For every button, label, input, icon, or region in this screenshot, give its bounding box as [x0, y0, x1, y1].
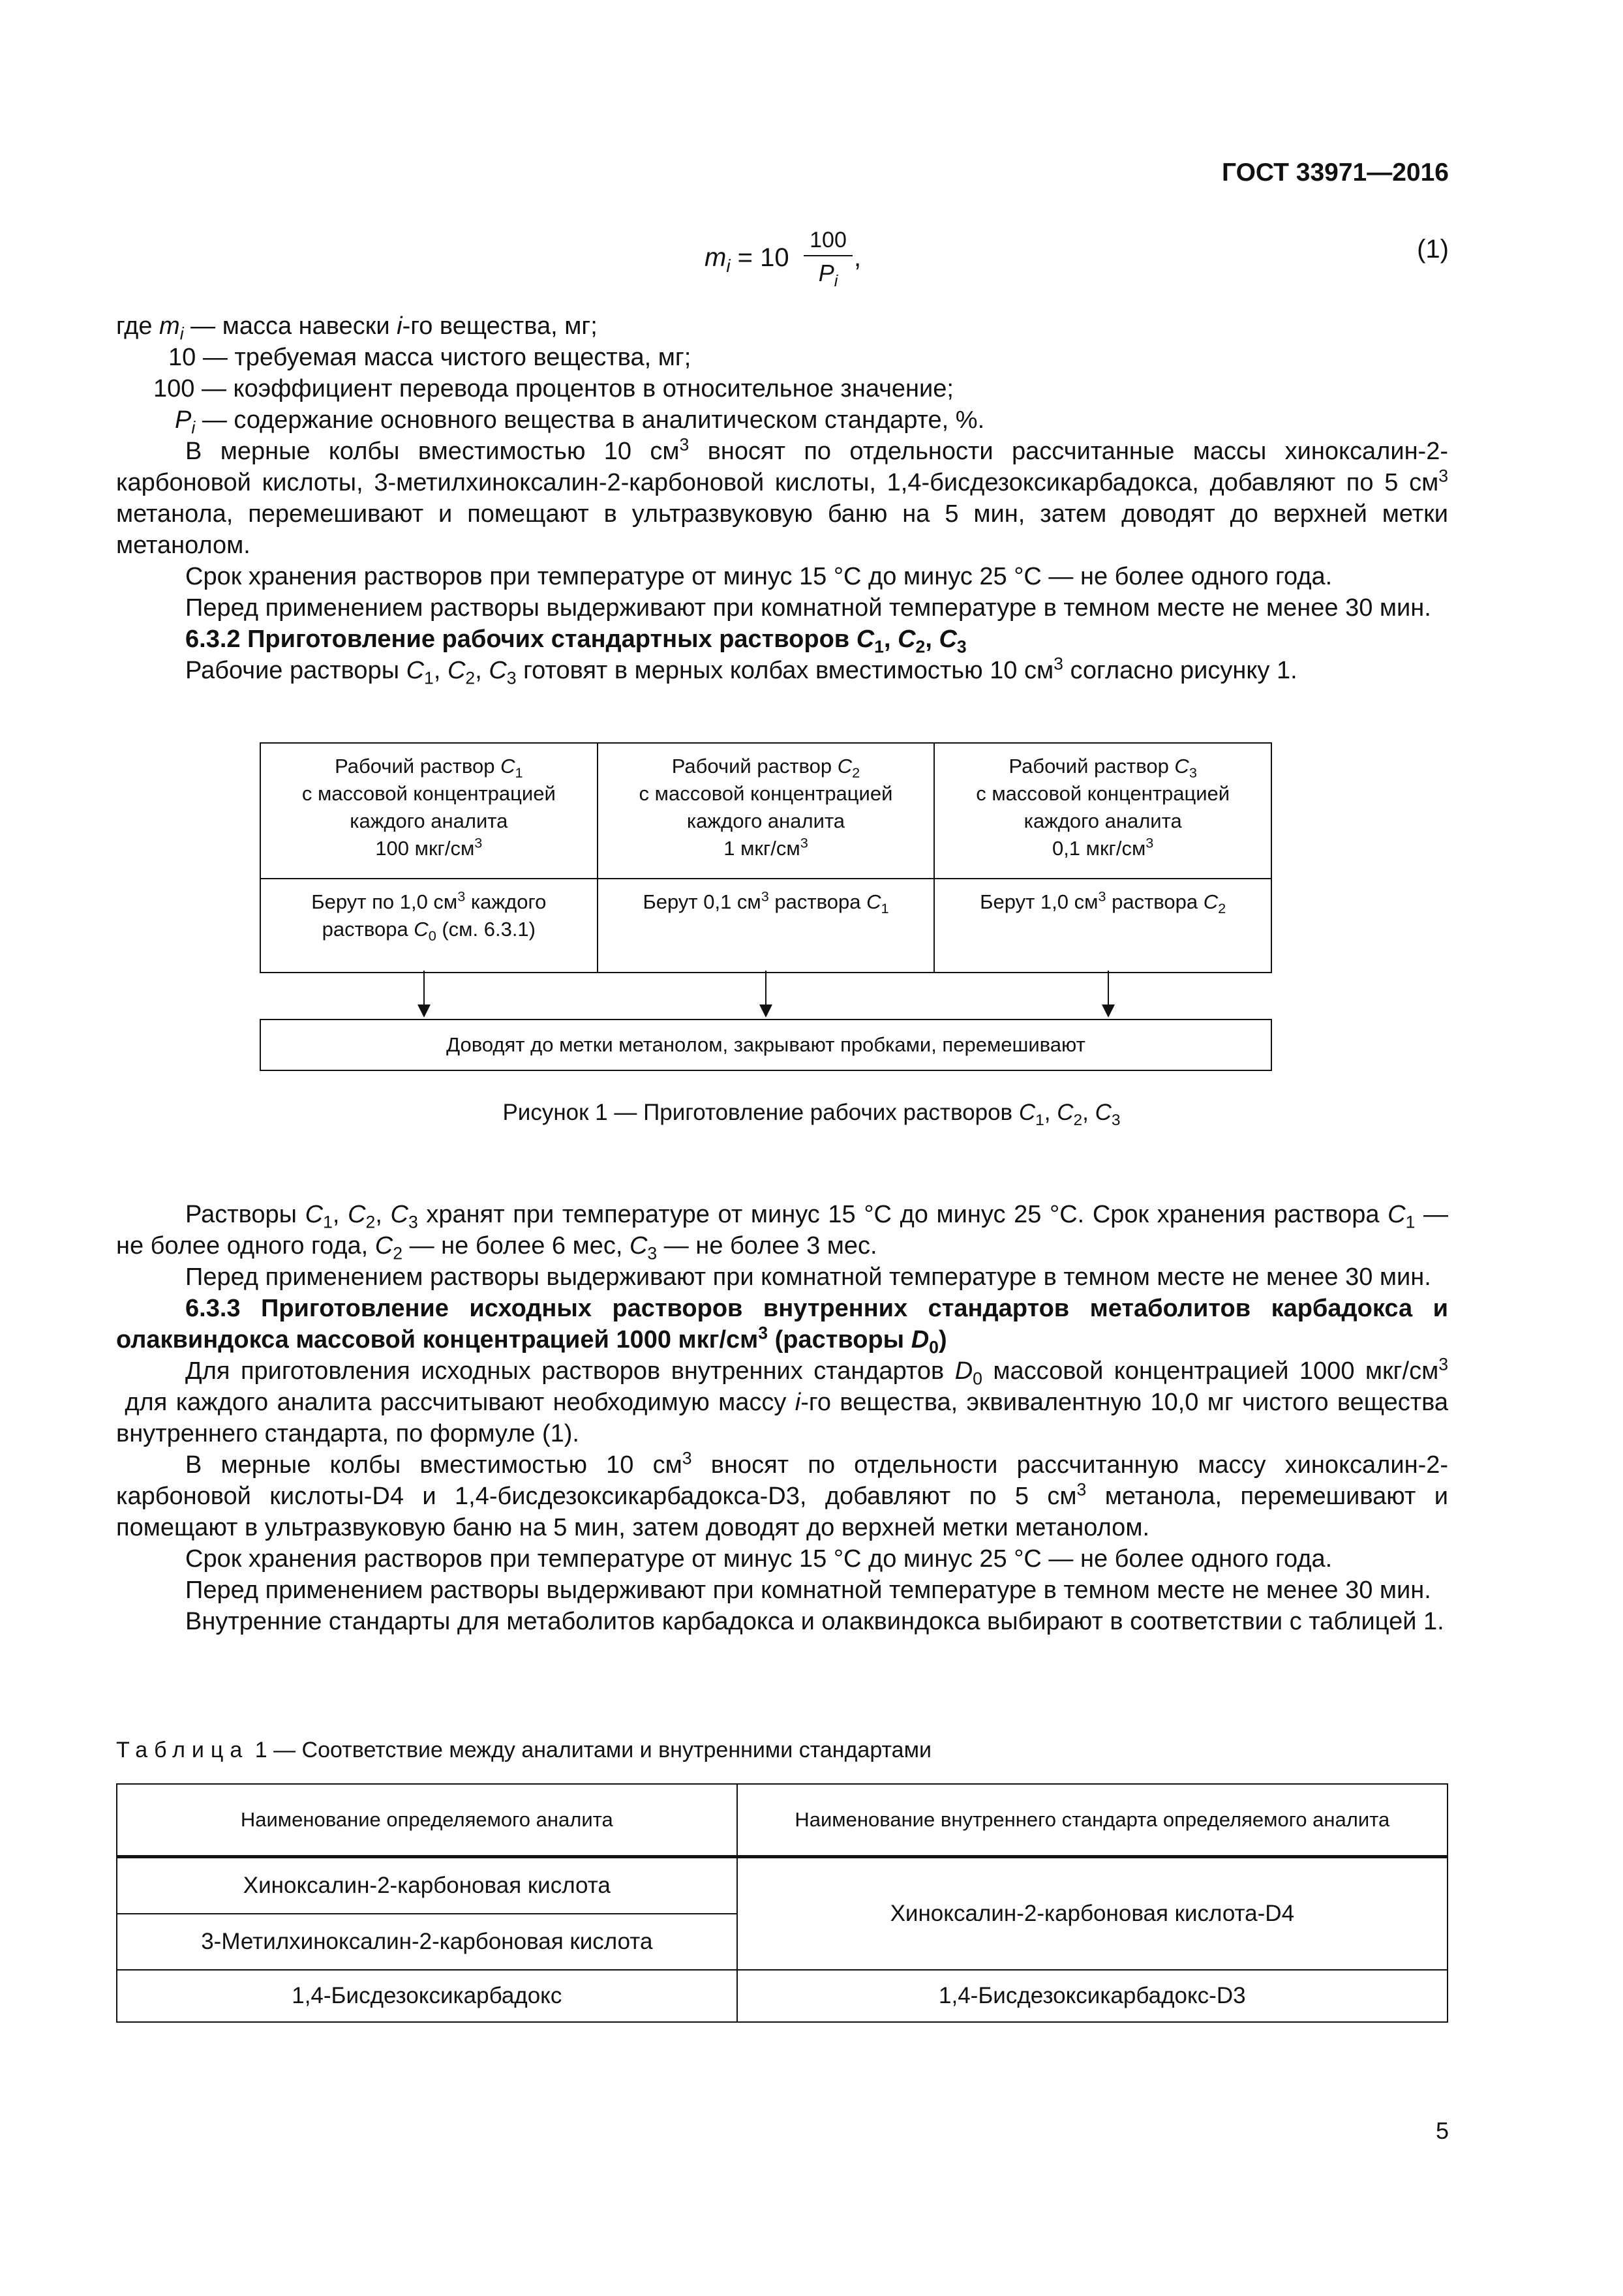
page-number: 5	[1435, 2117, 1449, 2144]
section-6-3-3-block	[116, 1199, 1448, 1637]
formula-fraction: 100 $P_i$	[804, 225, 853, 290]
document-id: ГОСТ 33971—2016	[1222, 159, 1449, 187]
paragraph-working-solutions: Рабочие растворы $C_1$, $C_2$, $C_3$ готовят в мерных колбах вместимостью 10 $см^3$ согласно рисунку 1.	[185, 654, 1297, 688]
action-c2: Берут 0,1 $см^3$ раствора $С_1$	[598, 879, 935, 973]
definitions-and-section-6-3-1	[116, 310, 1448, 686]
arrow-down-icon	[765, 971, 766, 1015]
paragraph-table-reference: Внутренние стандарты для метаболитов карбадокса и олаквиндокса выбирают в соответствии с таблицей 1.	[185, 1608, 1444, 1635]
table-cell: 1,4-Бисдезоксикарбадокс-D3	[737, 1970, 1448, 2022]
working-solution-c1: Рабочий раствор $С_1$ с массовой концентрацией каждого аналита 100 мкг/$см^3$	[260, 743, 598, 879]
table-cell: 1,4-Бисдезоксикарбадокс	[117, 1970, 737, 2022]
table-header-analyte: Наименование определяемого аналита	[117, 1784, 737, 1857]
paragraph-before-use: Перед применением растворы выдерживают при комнатной температуре в темном месте не менее 30 мин.	[185, 594, 1431, 622]
figure-1-table	[260, 742, 1272, 973]
arrow-down-icon	[423, 971, 425, 1015]
table-header-internal-standard: Наименование внутреннего стандарта определяемого аналита	[737, 1784, 1448, 1857]
table-1-caption: Таблица 1 — Соответствие между аналитами и внутренними стандартами	[116, 1738, 932, 1762]
formula-1: $m_i = 10$ 100 $P_i$ ,	[705, 225, 874, 297]
final-step-box: Доводят до метки метанолом, закрывают пробками, перемешивают	[260, 1019, 1272, 1071]
paragraph-standards-mix: В мерные колбы вместимостью 10 $см^3$ вносят по отдельности рассчитанные массы хиноксалин-2-карбоновой кислоты, 3-метилхиноксалин-2-карбоновой кислоты, 1,4-бисдезоксикарбадокса, добавляют по 5 $см^3$ метанола, перемешивают и помещают в ультразвуковую баню на 5 мин, затем доводят до верхней метки метанолом.	[116, 434, 1448, 559]
table-cell: 3-Метилхиноксалин-2-карбоновая кислота	[117, 1914, 737, 1970]
action-c1: Берут по 1,0 $см^3$ каждого раствора $С_0$ (см. 6.3.1)	[260, 879, 598, 973]
table-cell: Хиноксалин-2-карбоновая кислота	[117, 1857, 737, 1914]
paragraph-storage-3: Срок хранения растворов при температуре от минус 15 °С до минус 25 °С — не более одного года.	[185, 1545, 1333, 1573]
definition-100: 100 — коэффициент перевода процентов в относительное значение;	[153, 375, 954, 402]
action-c3: Берут 1,0 $см^3$ раствора $С_2$	[934, 879, 1271, 973]
definition-pi: $P_i$ — содержание основного вещества в аналитическом стандарте, %.	[175, 406, 985, 438]
heading-6-3-3: 6.3.3 Приготовление исходных растворов внутренних стандартов метаболитов карбадокса и олаквиндокса массовой концентрацией 1000 мкг/$см^3$ (растворы $D_0$)	[116, 1295, 1448, 1357]
paragraph-before-use-3: Перед применением растворы выдерживают при комнатной температуре в темном месте не менее 30 мин.	[185, 1577, 1431, 1604]
paragraph-internal-standards-mix: В мерные колбы вместимостью 10 $см^3$ вносят по отдельности рассчитанную массу хиноксалин-2-карбоновой кислоты-D4 и 1,4-бисдезоксикарбадокса-D3, добавляют по 5 $см^3$ метанола, перемешивают и помещают в ультразвуковую баню на 5 мин, затем доводят до верхней метки метанолом.	[116, 1448, 1449, 1541]
heading-6-3-2: 6.3.2 Приготовление рабочих стандартных растворов $C_1$, $C_2$, $C_3$	[185, 626, 967, 657]
table-1	[116, 1783, 1448, 2023]
working-solution-c2: Рабочий раствор $С_2$ с массовой концентрацией каждого аналита 1 мкг/$см^3$	[598, 743, 935, 879]
arrow-down-icon	[1108, 971, 1109, 1015]
working-solution-c3: Рабочий раствор $С_3$ с массовой концентрацией каждого аналита 0,1 мкг/$см^3$	[934, 743, 1271, 879]
figure-1-caption: Рисунок 1 — Приготовление рабочих растворов $С_1$, $С_2$, $С_3$	[502, 1100, 1121, 1129]
paragraph-internal-standards-calc: Для приготовления исходных растворов внутренних стандартов $D_0$ массовой концентрацией 1000 мкг/$см^3$ для каждого аналита рассчитывают необходимую массу i-го вещества, эквивалентную 10,0 мг чистого вещества внутреннего стандарта, по формуле (1).	[116, 1354, 1449, 1447]
formula-number: (1)	[1417, 235, 1449, 264]
paragraph-storage: Срок хранения растворов при температуре от минус 15 °С до минус 25 °С — не более одного года.	[185, 563, 1333, 590]
figure-1-flowchart	[260, 742, 1272, 1068]
paragraph-storage-working: Растворы $C_1$, $C_2$, $C_3$ хранят при температуре от минус 15 °С до минус 25 °С. Срок хранения раствора $C_1$ — не более одного года, $C_2$ — не более 6 мес, $C_3$ — не более 3 мес.	[116, 1201, 1448, 1263]
paragraph-before-use-2: Перед применением растворы выдерживают при комнатной температуре в темном месте не менее 30 мин.	[185, 1263, 1431, 1291]
table-cell: Хиноксалин-2-карбоновая кислота-D4	[737, 1857, 1448, 1971]
definition-mi: где $m_i$ — масса навески i-го вещества, мг;	[116, 312, 598, 344]
definition-10: 10 — требуемая масса чистого вещества, мг;	[168, 344, 691, 371]
